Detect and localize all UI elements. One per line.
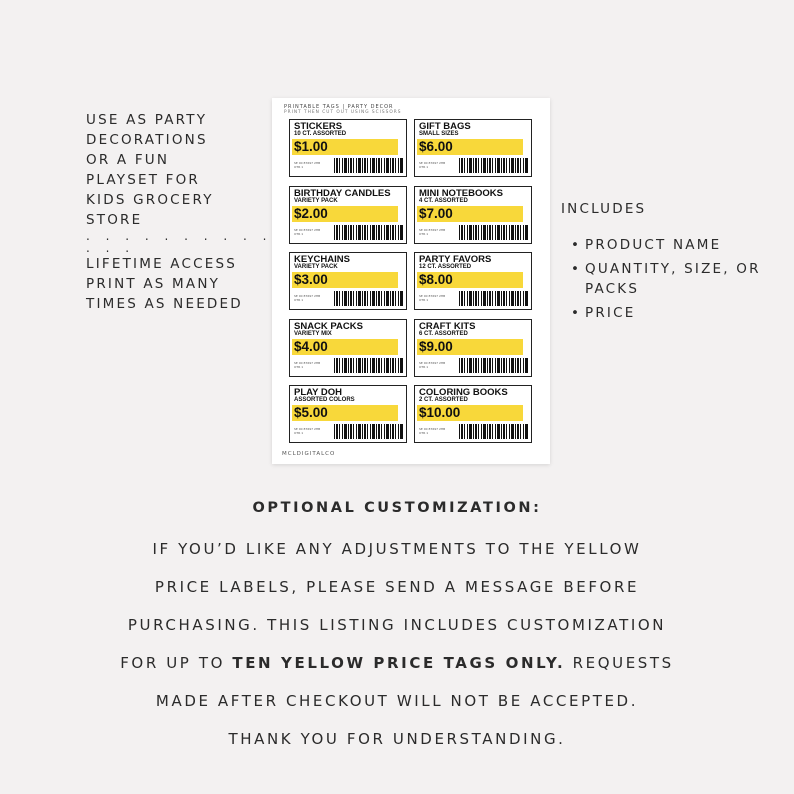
feature-line: KIDS GROCERY bbox=[86, 192, 214, 208]
tag-price: $7.00 bbox=[419, 205, 453, 221]
price-tag bbox=[414, 319, 532, 377]
includes-item bbox=[561, 303, 781, 323]
tag-quantity: 4 CT. ASSORTED bbox=[419, 197, 468, 204]
tag-meta: SE 00 87697 2HB OTR 1 bbox=[419, 294, 446, 302]
includes-list bbox=[561, 235, 781, 323]
price-tag bbox=[289, 186, 407, 244]
customization-title: OPTIONAL CUSTOMIZATION: bbox=[252, 500, 542, 516]
barcode-icon bbox=[334, 158, 404, 173]
tag-quantity: 10 CT. ASSORTED bbox=[294, 131, 347, 137]
customization-line bbox=[0, 653, 794, 673]
barcode-icon bbox=[334, 225, 404, 240]
tag-meta: SE 00 87697 2HB OTR 1 bbox=[294, 161, 321, 169]
price-tag bbox=[289, 119, 407, 177]
tag-price: $8.00 bbox=[419, 272, 453, 287]
tag-meta: SE 00 87697 2HB OTR 1 bbox=[294, 427, 321, 435]
tag-price: $3.00 bbox=[294, 272, 328, 287]
printable-tag-sheet bbox=[272, 98, 550, 464]
feature-line: DECORATIONS bbox=[86, 132, 208, 148]
tag-quantity: SMALL SIZES bbox=[419, 131, 459, 137]
tag-product-name: STICKERS bbox=[294, 121, 343, 132]
tag-product-name: PLAY DOH bbox=[294, 387, 343, 398]
tag-quantity: VARIETY PACK bbox=[294, 197, 338, 204]
includes-item bbox=[561, 235, 781, 255]
price-tag bbox=[414, 252, 532, 310]
tag-price: $4.00 bbox=[294, 338, 328, 354]
price-tag bbox=[289, 319, 407, 377]
access-line: TIMES AS NEEDED bbox=[86, 296, 243, 312]
includes-item bbox=[561, 259, 781, 299]
tag-price: $1.00 bbox=[294, 139, 328, 154]
sheet-header bbox=[284, 104, 401, 116]
barcode-icon bbox=[334, 291, 404, 306]
includes-item-label: PRICE bbox=[585, 305, 636, 321]
sheet-title: PRINTABLE TAGS | PARTY DECOR bbox=[284, 104, 394, 110]
tag-quantity: VARIETY MIX bbox=[294, 330, 332, 337]
price-tag bbox=[289, 252, 407, 310]
tag-product-name: GIFT BAGS bbox=[419, 121, 471, 132]
barcode-icon bbox=[334, 424, 404, 439]
bullet-icon: • bbox=[571, 237, 582, 253]
customization-emphasis: TEN YELLOW PRICE TAGS ONLY. bbox=[232, 654, 566, 672]
left-feature-text bbox=[86, 110, 276, 314]
customization-line: IF YOU’D LIKE ANY ADJUSTMENTS TO THE YELLOW bbox=[152, 540, 642, 558]
tag-product-name: BIRTHDAY CANDLES bbox=[294, 187, 391, 199]
barcode-icon bbox=[459, 358, 529, 373]
customization-line: PURCHASING. THIS LISTING INCLUDES CUSTOMIZATION bbox=[127, 616, 667, 634]
tag-meta: SE 00 87697 2HB OTR 1 bbox=[419, 227, 446, 236]
feature-line: OR A FUN bbox=[86, 152, 170, 168]
feature-line: STORE bbox=[86, 212, 143, 228]
customization-line: MADE AFTER CHECKOUT WILL NOT BE ACCEPTED. bbox=[155, 692, 639, 710]
tag-price: $5.00 bbox=[294, 405, 328, 420]
tag-meta: SE 00 87697 2HB OTR 1 bbox=[294, 360, 321, 369]
price-tag bbox=[289, 385, 407, 443]
price-tag bbox=[414, 119, 532, 177]
price-tag bbox=[414, 385, 532, 443]
tag-product-name: CRAFT KITS bbox=[419, 320, 476, 332]
includes-item-label: QUANTITY, SIZE, OR PACKS bbox=[585, 261, 761, 297]
tag-meta: SE 00 87697 2HB OTR 1 bbox=[294, 227, 321, 236]
price-tag bbox=[414, 186, 532, 244]
brand-footer: MCLDIGITALCO bbox=[282, 451, 336, 457]
includes-title: INCLUDES bbox=[561, 201, 647, 217]
tag-price: $6.00 bbox=[419, 139, 453, 154]
tag-product-name: SNACK PACKS bbox=[294, 320, 363, 332]
customization-text: FOR UP TO bbox=[120, 654, 233, 672]
tag-product-name: COLORING BOOKS bbox=[419, 387, 508, 398]
customization-section bbox=[0, 495, 794, 749]
tag-quantity: ASSORTED COLORS bbox=[294, 397, 355, 403]
tag-product-name: MINI NOTEBOOKS bbox=[419, 187, 503, 199]
tag-meta: SE 00 87697 2HB OTR 1 bbox=[294, 294, 321, 302]
feature-line: PLAYSET FOR bbox=[86, 172, 201, 188]
tag-price: $10.00 bbox=[419, 405, 461, 420]
bullet-icon: • bbox=[571, 305, 582, 321]
includes-item-label: PRODUCT NAME bbox=[585, 237, 722, 253]
feature-line: USE AS PARTY bbox=[86, 112, 208, 128]
bullet-icon: • bbox=[571, 261, 582, 277]
tag-price: $9.00 bbox=[419, 338, 453, 354]
tag-meta: SE 00 87697 2HB OTR 1 bbox=[419, 161, 446, 169]
tag-grid bbox=[289, 119, 532, 443]
customization-text: REQUESTS bbox=[565, 654, 674, 672]
access-line: PRINT AS MANY bbox=[86, 276, 221, 292]
tag-product-name: KEYCHAINS bbox=[294, 254, 350, 265]
includes-section bbox=[561, 199, 781, 327]
tag-product-name: PARTY FAVORS bbox=[419, 254, 492, 265]
customization-line: THANK YOU FOR UNDERSTANDING. bbox=[228, 730, 566, 748]
barcode-icon bbox=[459, 291, 529, 306]
tag-meta: SE 00 87697 2HB OTR 1 bbox=[419, 427, 446, 435]
dotted-divider: . . . . . . . . . . . . . bbox=[86, 229, 273, 255]
barcode-icon bbox=[459, 225, 529, 240]
barcode-icon bbox=[459, 424, 529, 439]
tag-meta: SE 00 87697 2HB OTR 1 bbox=[419, 360, 446, 369]
tag-quantity: 12 CT. ASSORTED bbox=[419, 264, 472, 270]
barcode-icon bbox=[334, 358, 404, 373]
tag-price: $2.00 bbox=[294, 205, 328, 221]
sheet-subtitle: PRINT THEN CUT OUT USING SCISSORS bbox=[284, 110, 402, 115]
tag-quantity: 6 CT. ASSORTED bbox=[419, 330, 468, 337]
tag-quantity: 2 CT. ASSORTED bbox=[419, 397, 468, 403]
access-line: LIFETIME ACCESS bbox=[86, 256, 238, 272]
tag-quantity: VARIETY PACK bbox=[294, 264, 338, 270]
barcode-icon bbox=[459, 158, 529, 173]
customization-line: PRICE LABELS, PLEASE SEND A MESSAGE BEFORE bbox=[154, 578, 640, 596]
